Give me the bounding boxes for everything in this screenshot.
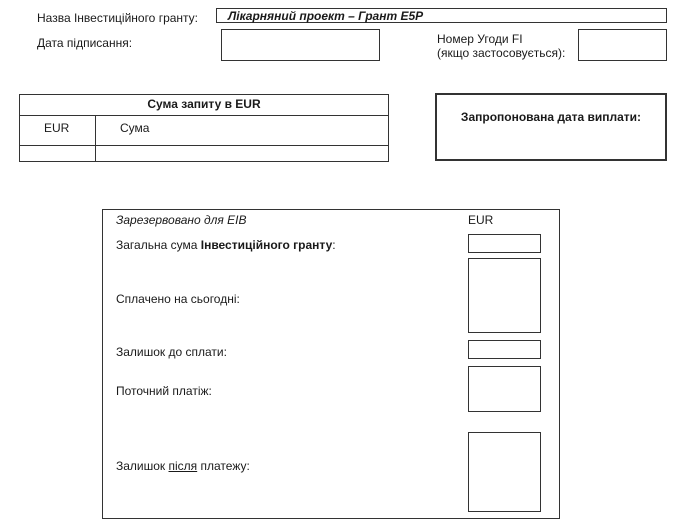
request-table-divider-top — [19, 115, 389, 116]
eib-balance-field[interactable] — [468, 340, 541, 359]
eib-total-field[interactable] — [468, 234, 541, 253]
fi-agreement-number-field[interactable] — [578, 29, 667, 61]
eib-paid-field[interactable] — [468, 258, 541, 333]
signing-date-label: Дата підписання: — [37, 36, 133, 50]
grant-name-field[interactable] — [216, 8, 667, 23]
proposed-payment-date-label: Запропонована дата виплати: — [460, 110, 642, 124]
grant-name-value: Лікарняний проект – Грант E5P — [228, 9, 424, 23]
request-table-amount-header: Сума — [120, 121, 150, 135]
eib-paid-label: Сплачено на сьогодні: — [116, 292, 240, 306]
eib-after-payment-field[interactable] — [468, 432, 541, 512]
proposed-payment-date-box[interactable] — [435, 93, 667, 161]
fi-agreement-label-line2: (якщо застосовується): — [437, 46, 566, 60]
request-amount-cell[interactable] — [96, 146, 388, 161]
eib-total-label: Загальна сума Інвестиційного гранту: — [116, 238, 336, 252]
eib-balance-label: Залишок до сплати: — [116, 345, 227, 359]
eib-currency-header: EUR — [468, 213, 494, 227]
request-currency-cell[interactable] — [20, 146, 95, 161]
signing-date-field[interactable] — [221, 29, 380, 61]
eib-current-payment-label: Поточний платіж: — [116, 384, 212, 398]
request-amount-title: Сума запиту в EUR — [147, 97, 261, 111]
eib-after-payment-label: Залишок після платежу: — [116, 459, 250, 473]
eib-reserved-label: Зарезервовано для EIB — [116, 213, 247, 227]
eib-current-payment-field[interactable] — [468, 366, 541, 412]
fi-agreement-label-line1: Номер Угоди FI — [437, 32, 523, 46]
grant-name-label: Назва Інвестиційного гранту: — [37, 11, 199, 25]
request-table-currency-header: EUR — [44, 121, 70, 135]
